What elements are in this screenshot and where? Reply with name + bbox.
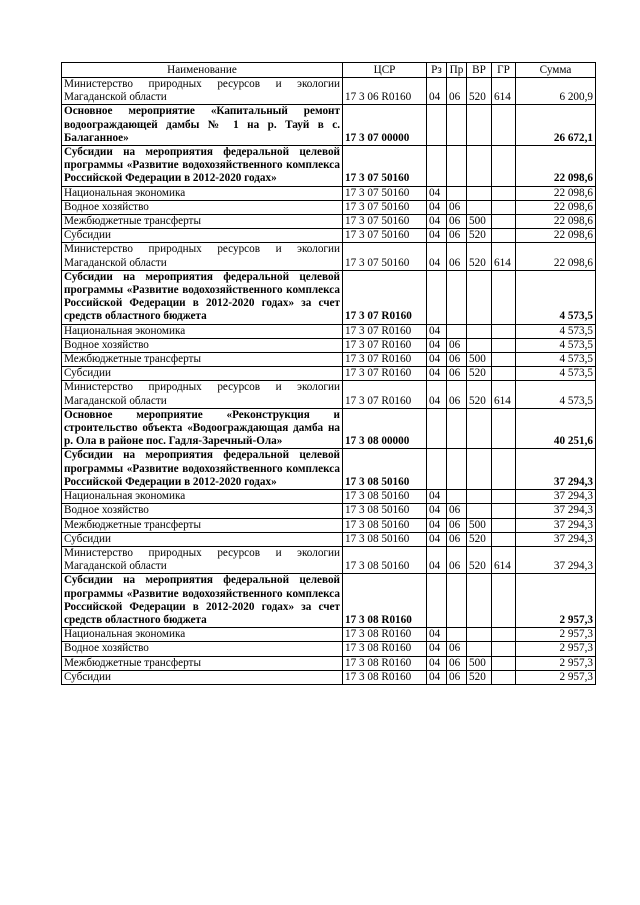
- cell-sum: 2 957,3: [516, 628, 596, 642]
- cell-vr: 520: [467, 78, 492, 105]
- cell-rz: [427, 449, 447, 490]
- cell-gr: [492, 324, 516, 338]
- cell-rz: 04: [427, 518, 447, 532]
- cell-sum: 4 573,5: [516, 367, 596, 381]
- cell-vr: 500: [467, 215, 492, 229]
- cell-csr: 17 3 07 R0160: [343, 324, 427, 338]
- cell-vr: 500: [467, 518, 492, 532]
- cell-csr: 17 3 08 R0160: [343, 642, 427, 656]
- cell-csr: 17 3 08 50160: [343, 449, 427, 490]
- cell-sum: 22 098,6: [516, 215, 596, 229]
- cell-pr: 06: [447, 381, 467, 408]
- cell-gr: [492, 229, 516, 243]
- cell-csr: 17 3 07 50160: [343, 200, 427, 214]
- cell-rz: 04: [427, 546, 447, 573]
- cell-csr: 17 3 07 R0160: [343, 338, 427, 352]
- table-row: [62, 532, 596, 546]
- cell-name: Министерство природных ресурсов и экологии Магаданской области: [62, 381, 343, 408]
- cell-name: Министерство природных ресурсов и экологии Магаданской области: [62, 546, 343, 573]
- cell-csr: 17 3 08 R0160: [343, 670, 427, 684]
- cell-pr: 06: [447, 243, 467, 270]
- cell-rz: 04: [427, 78, 447, 105]
- cell-gr: [492, 490, 516, 504]
- cell-gr: 614: [492, 78, 516, 105]
- cell-csr: 17 3 08 50160: [343, 518, 427, 532]
- cell-gr: [492, 642, 516, 656]
- cell-csr: 17 3 08 50160: [343, 490, 427, 504]
- cell-vr: [467, 504, 492, 518]
- table-row: [62, 628, 596, 642]
- cell-sum: 37 294,3: [516, 546, 596, 573]
- cell-vr: [467, 490, 492, 504]
- col-header-rz: Рз: [427, 63, 447, 78]
- table-row: [62, 504, 596, 518]
- cell-sum: 6 200,9: [516, 78, 596, 105]
- cell-pr: 06: [447, 504, 467, 518]
- cell-name: Субсидии: [62, 229, 343, 243]
- cell-name: Водное хозяйство: [62, 504, 343, 518]
- cell-sum: 37 294,3: [516, 490, 596, 504]
- cell-csr: 17 3 08 50160: [343, 504, 427, 518]
- cell-sum: 22 098,6: [516, 186, 596, 200]
- cell-sum: 22 098,6: [516, 229, 596, 243]
- cell-sum: 4 573,5: [516, 270, 596, 324]
- cell-name: Основное мероприятие «Капитальный ремонт водоограждающей дамбы № 1 на р. Тауй в с. Балаганное»: [62, 105, 343, 146]
- cell-name: Межбюджетные трансферты: [62, 656, 343, 670]
- cell-rz: 04: [427, 381, 447, 408]
- cell-gr: [492, 146, 516, 187]
- cell-rz: [427, 408, 447, 449]
- cell-sum: 22 098,6: [516, 243, 596, 270]
- col-header-pr: Пр: [447, 63, 467, 78]
- cell-name: Министерство природных ресурсов и экологии Магаданской области: [62, 78, 343, 105]
- table-row: [62, 338, 596, 352]
- table-row: [62, 78, 596, 105]
- col-header-name: Наименование: [62, 63, 343, 78]
- cell-pr: [447, 270, 467, 324]
- cell-gr: [492, 408, 516, 449]
- cell-csr: 17 3 08 50160: [343, 546, 427, 573]
- cell-gr: [492, 215, 516, 229]
- cell-gr: [492, 518, 516, 532]
- cell-sum: 4 573,5: [516, 381, 596, 408]
- cell-rz: 04: [427, 229, 447, 243]
- cell-sum: 22 098,6: [516, 146, 596, 187]
- cell-gr: [492, 270, 516, 324]
- cell-name: Национальная экономика: [62, 628, 343, 642]
- cell-vr: 520: [467, 532, 492, 546]
- cell-pr: 06: [447, 518, 467, 532]
- table-row: [62, 229, 596, 243]
- table-row: [62, 381, 596, 408]
- cell-vr: 520: [467, 229, 492, 243]
- cell-pr: 06: [447, 532, 467, 546]
- cell-name: Межбюджетные трансферты: [62, 215, 343, 229]
- cell-pr: [447, 449, 467, 490]
- cell-pr: 06: [447, 215, 467, 229]
- cell-pr: [447, 105, 467, 146]
- table-row: [62, 546, 596, 573]
- cell-sum: 37 294,3: [516, 518, 596, 532]
- cell-name: Субсидии: [62, 367, 343, 381]
- cell-name: Субсидии на мероприятия федеральной целевой программы «Развитие водохозяйственного комплекса Российской Федерации в 2012-2020 годах» за счет средств областного бюджета: [62, 574, 343, 628]
- cell-csr: 17 3 07 R0160: [343, 353, 427, 367]
- cell-rz: 04: [427, 367, 447, 381]
- cell-rz: [427, 105, 447, 146]
- cell-name: Водное хозяйство: [62, 200, 343, 214]
- cell-pr: [447, 324, 467, 338]
- cell-csr: 17 3 07 50160: [343, 215, 427, 229]
- cell-pr: [447, 628, 467, 642]
- cell-name: Субсидии на мероприятия федеральной целевой программы «Развитие водохозяйственного комплекса Российской Федерации в 2012-2020 годах»: [62, 146, 343, 187]
- cell-gr: [492, 670, 516, 684]
- table-row: [62, 642, 596, 656]
- cell-rz: [427, 574, 447, 628]
- cell-pr: 06: [447, 78, 467, 105]
- cell-name: Субсидии на мероприятия федеральной целевой программы «Развитие водохозяйственного комплекса Российской Федерации в 2012-2020 годах»: [62, 449, 343, 490]
- col-header-gr: ГР: [492, 63, 516, 78]
- cell-sum: 4 573,5: [516, 324, 596, 338]
- cell-pr: [447, 574, 467, 628]
- cell-rz: 04: [427, 628, 447, 642]
- cell-vr: [467, 449, 492, 490]
- cell-sum: 37 294,3: [516, 449, 596, 490]
- cell-name: Межбюджетные трансферты: [62, 518, 343, 532]
- cell-sum: 37 294,3: [516, 504, 596, 518]
- col-header-vr: ВР: [467, 63, 492, 78]
- cell-pr: 06: [447, 200, 467, 214]
- cell-name: Водное хозяйство: [62, 642, 343, 656]
- cell-rz: 04: [427, 186, 447, 200]
- cell-name: Субсидии на мероприятия федеральной целевой программы «Развитие водохозяйственного комплекса Российской Федерации в 2012-2020 годах» за счет средств областного бюджета: [62, 270, 343, 324]
- cell-rz: 04: [427, 215, 447, 229]
- cell-gr: [492, 532, 516, 546]
- cell-sum: 4 573,5: [516, 353, 596, 367]
- cell-rz: [427, 270, 447, 324]
- cell-csr: 17 3 07 R0160: [343, 381, 427, 408]
- table-row: [62, 243, 596, 270]
- cell-csr: 17 3 08 R0160: [343, 628, 427, 642]
- cell-sum: 26 672,1: [516, 105, 596, 146]
- cell-gr: [492, 338, 516, 352]
- cell-rz: 04: [427, 324, 447, 338]
- cell-rz: [427, 146, 447, 187]
- cell-csr: 17 3 07 50160: [343, 229, 427, 243]
- table-row: [62, 518, 596, 532]
- cell-csr: 17 3 06 R0160: [343, 78, 427, 105]
- cell-csr: 17 3 08 50160: [343, 532, 427, 546]
- cell-vr: [467, 324, 492, 338]
- cell-vr: 520: [467, 670, 492, 684]
- budget-table: [61, 62, 596, 685]
- cell-pr: [447, 408, 467, 449]
- cell-name: Министерство природных ресурсов и экологии Магаданской области: [62, 243, 343, 270]
- cell-sum: 2 957,3: [516, 656, 596, 670]
- cell-rz: 04: [427, 353, 447, 367]
- cell-pr: 06: [447, 642, 467, 656]
- cell-pr: 06: [447, 656, 467, 670]
- cell-vr: 500: [467, 656, 492, 670]
- cell-pr: 06: [447, 338, 467, 352]
- cell-name: Субсидии: [62, 670, 343, 684]
- cell-rz: 04: [427, 504, 447, 518]
- cell-rz: 04: [427, 656, 447, 670]
- cell-gr: 614: [492, 381, 516, 408]
- table-header-row: [62, 63, 596, 78]
- cell-sum: 2 957,3: [516, 574, 596, 628]
- cell-rz: 04: [427, 642, 447, 656]
- cell-name: Межбюджетные трансферты: [62, 353, 343, 367]
- cell-vr: [467, 642, 492, 656]
- table-row: [62, 656, 596, 670]
- cell-sum: 40 251,6: [516, 408, 596, 449]
- cell-gr: [492, 449, 516, 490]
- table-row: [62, 270, 596, 324]
- cell-vr: 520: [467, 367, 492, 381]
- table-row: [62, 324, 596, 338]
- cell-gr: [492, 200, 516, 214]
- table-row: [62, 490, 596, 504]
- cell-rz: 04: [427, 338, 447, 352]
- cell-gr: [492, 105, 516, 146]
- cell-sum: 22 098,6: [516, 200, 596, 214]
- cell-vr: [467, 186, 492, 200]
- cell-vr: [467, 105, 492, 146]
- cell-sum: 2 957,3: [516, 642, 596, 656]
- cell-gr: [492, 628, 516, 642]
- cell-pr: [447, 146, 467, 187]
- cell-vr: 520: [467, 381, 492, 408]
- table-row: [62, 146, 596, 187]
- cell-vr: 520: [467, 243, 492, 270]
- cell-gr: [492, 504, 516, 518]
- cell-csr: 17 3 07 50160: [343, 146, 427, 187]
- cell-sum: 2 957,3: [516, 670, 596, 684]
- cell-csr: 17 3 07 00000: [343, 105, 427, 146]
- cell-name: Национальная экономика: [62, 490, 343, 504]
- cell-gr: 614: [492, 546, 516, 573]
- cell-name: Водное хозяйство: [62, 338, 343, 352]
- cell-rz: 04: [427, 670, 447, 684]
- cell-name: Национальная экономика: [62, 324, 343, 338]
- cell-sum: 4 573,5: [516, 338, 596, 352]
- cell-vr: [467, 270, 492, 324]
- cell-csr: 17 3 07 50160: [343, 243, 427, 270]
- cell-csr: 17 3 07 50160: [343, 186, 427, 200]
- cell-vr: [467, 574, 492, 628]
- cell-vr: [467, 146, 492, 187]
- cell-gr: [492, 186, 516, 200]
- cell-gr: [492, 656, 516, 670]
- table-row: [62, 670, 596, 684]
- cell-pr: 06: [447, 229, 467, 243]
- col-header-sum: Сумма: [516, 63, 596, 78]
- cell-csr: 17 3 08 R0160: [343, 574, 427, 628]
- cell-rz: 04: [427, 200, 447, 214]
- cell-pr: 06: [447, 670, 467, 684]
- cell-vr: [467, 338, 492, 352]
- table-row: [62, 449, 596, 490]
- cell-name: Основное мероприятие «Реконструкция и строительство объекта «Водоограждающая дамба на р. Ола в районе пос. Гадля-Заречный-Ола»: [62, 408, 343, 449]
- cell-vr: [467, 628, 492, 642]
- table-row: [62, 215, 596, 229]
- cell-name: Национальная экономика: [62, 186, 343, 200]
- table-row: [62, 353, 596, 367]
- cell-pr: 06: [447, 353, 467, 367]
- cell-csr: 17 3 07 R0160: [343, 367, 427, 381]
- cell-name: Субсидии: [62, 532, 343, 546]
- cell-vr: [467, 200, 492, 214]
- cell-pr: 06: [447, 367, 467, 381]
- table-row: [62, 105, 596, 146]
- cell-csr: 17 3 07 R0160: [343, 270, 427, 324]
- cell-gr: [492, 353, 516, 367]
- cell-rz: 04: [427, 532, 447, 546]
- cell-pr: [447, 490, 467, 504]
- cell-sum: 37 294,3: [516, 532, 596, 546]
- cell-pr: 06: [447, 546, 467, 573]
- table-row: [62, 200, 596, 214]
- cell-rz: 04: [427, 490, 447, 504]
- cell-rz: 04: [427, 243, 447, 270]
- cell-vr: 500: [467, 353, 492, 367]
- table-row: [62, 408, 596, 449]
- table-row: [62, 186, 596, 200]
- cell-vr: [467, 408, 492, 449]
- cell-gr: [492, 367, 516, 381]
- cell-pr: [447, 186, 467, 200]
- cell-csr: 17 3 08 00000: [343, 408, 427, 449]
- cell-vr: 520: [467, 546, 492, 573]
- table-row: [62, 367, 596, 381]
- table-row: [62, 574, 596, 628]
- col-header-csr: ЦСР: [343, 63, 427, 78]
- cell-gr: [492, 574, 516, 628]
- cell-csr: 17 3 08 R0160: [343, 656, 427, 670]
- cell-gr: 614: [492, 243, 516, 270]
